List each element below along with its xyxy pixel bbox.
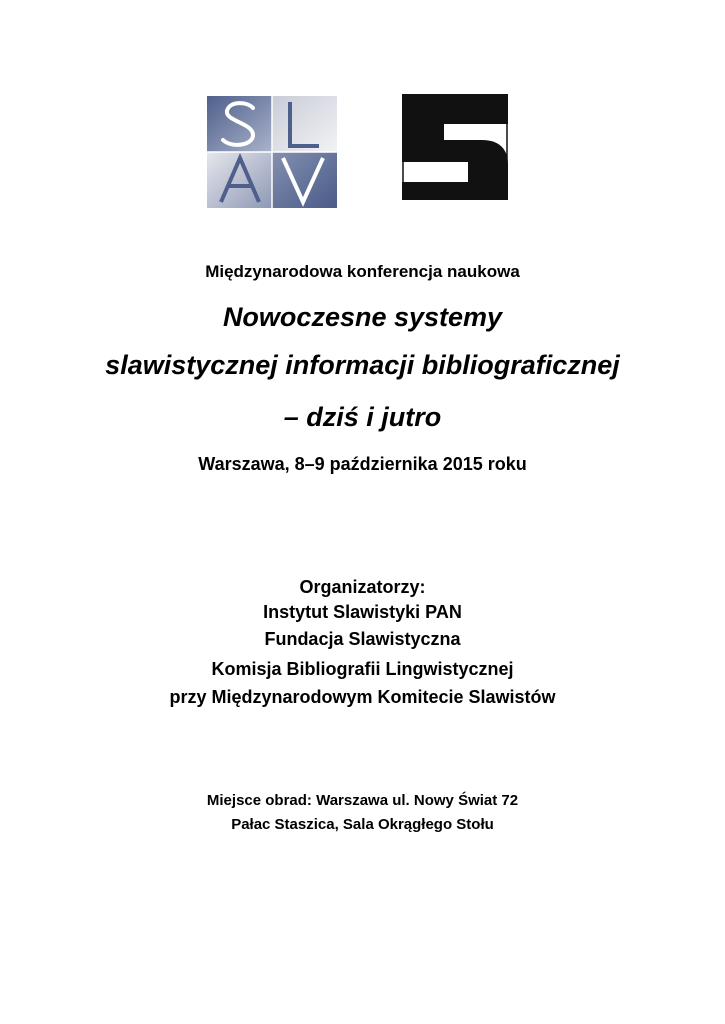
- organizer-line-4: przy Międzynarodowym Komitecie Slawistów: [169, 687, 556, 707]
- organizer-line-3: Komisja Bibliografii Lingwistycznej: [211, 659, 514, 679]
- s-mark-glyph: [402, 94, 508, 200]
- conference-title-line-1: Nowoczesne systemy: [222, 302, 503, 332]
- conference-title-line-3: – dziś i jutro: [283, 402, 442, 432]
- organizer-line-2: Fundacja Slawistyczna: [264, 629, 461, 649]
- date-place: Warszawa, 8–9 października 2015 roku: [198, 454, 527, 474]
- organizers-heading: Organizatorzy:: [299, 577, 426, 597]
- slav-quadrant-tr: [272, 96, 337, 152]
- venue-hall: Pałac Staszica, Sala Okrągłego Stołu: [231, 816, 494, 833]
- s-mark-logo: [402, 94, 508, 200]
- organizer-line-1: Instytut Slawistyki PAN: [263, 602, 462, 622]
- conference-title-line-2: slawistycznej informacji bibliograficznej: [105, 350, 620, 380]
- venue-address: Miejsce obrad: Warszawa ul. Nowy Świat 72: [206, 792, 519, 809]
- slav-logo: [207, 96, 337, 208]
- conference-type: Międzynarodowa konferencja naukowa: [205, 262, 520, 281]
